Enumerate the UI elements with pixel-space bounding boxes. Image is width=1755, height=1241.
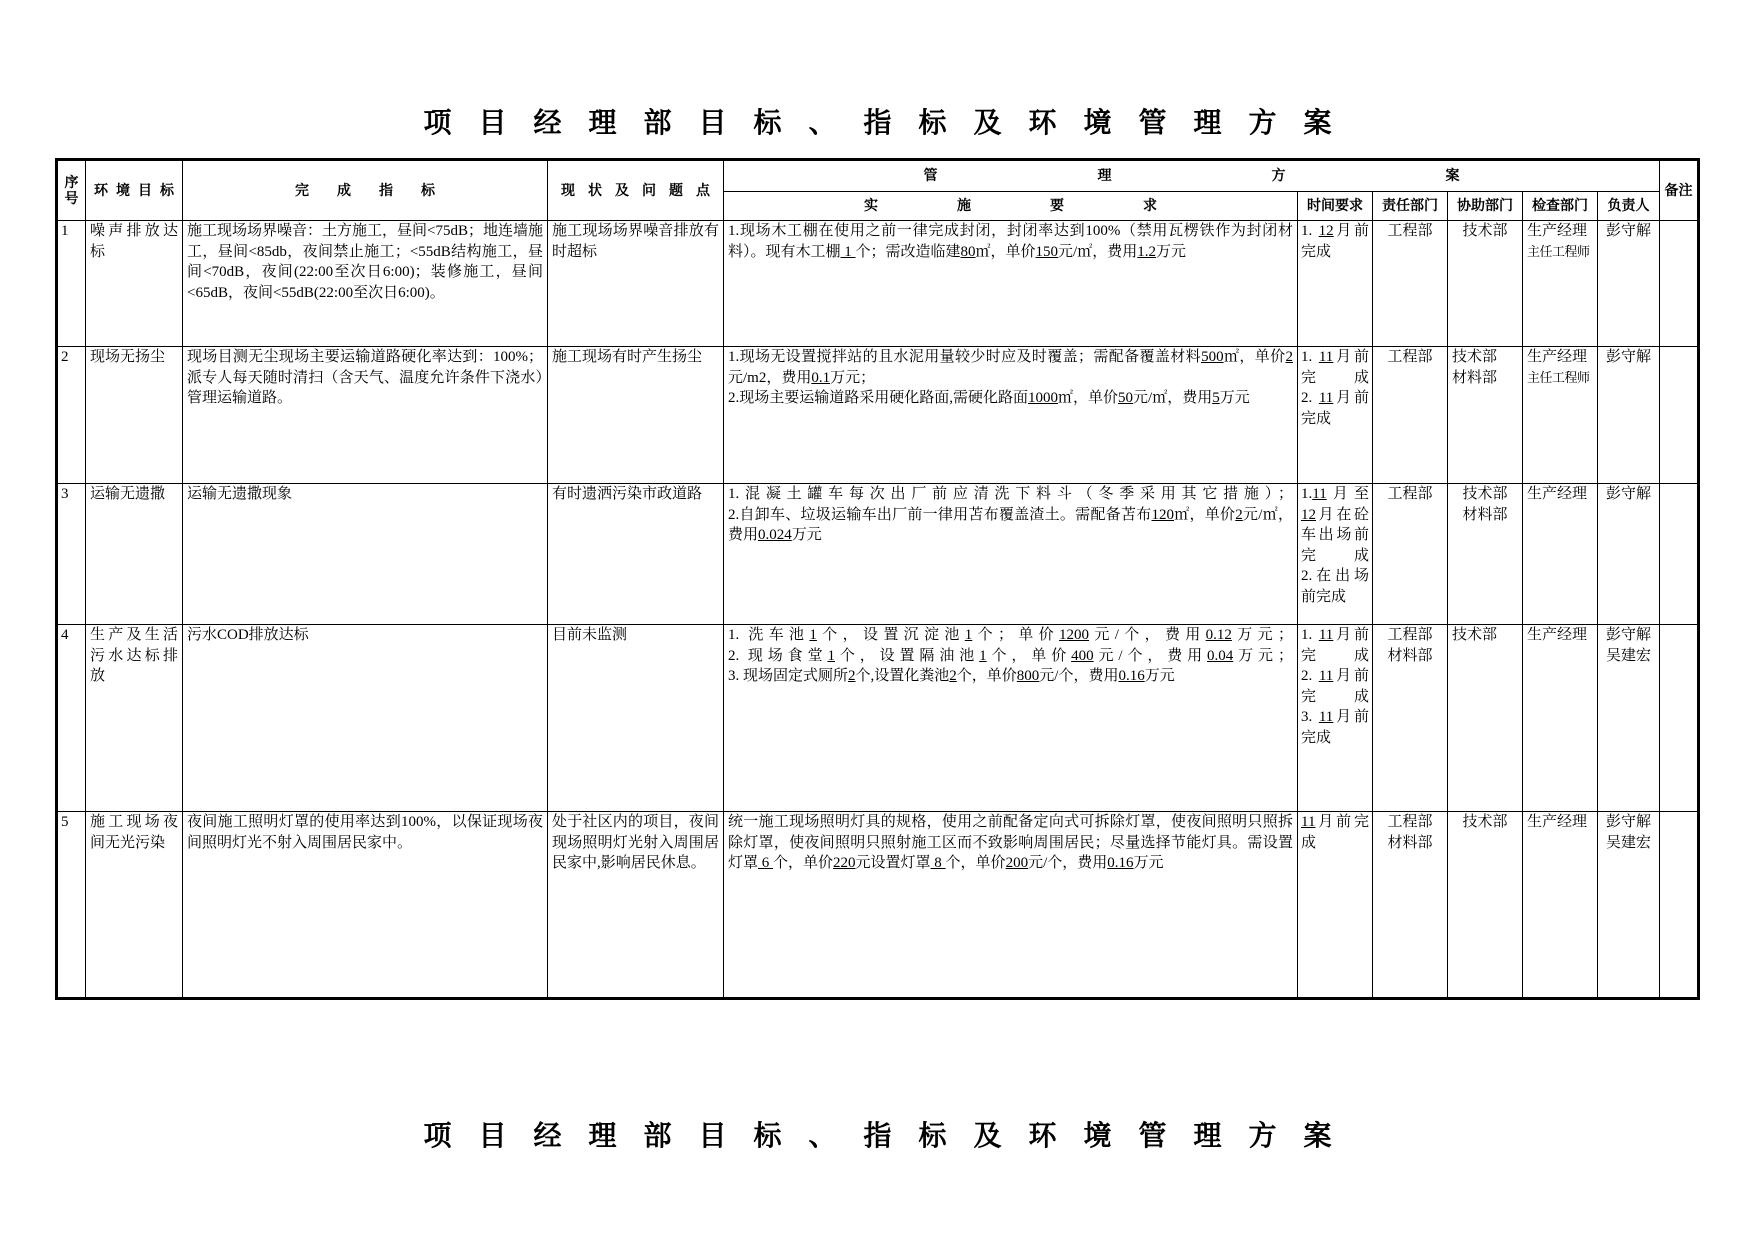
text-segment: 个，单价 bbox=[986, 647, 1072, 664]
underlined-value: 0.04 bbox=[1207, 647, 1234, 664]
text-segment: 个，设置隔油池 bbox=[834, 647, 980, 664]
check-dept-cell bbox=[1523, 221, 1598, 347]
time-item bbox=[1301, 484, 1369, 566]
dept-name: 技术部 bbox=[1462, 223, 1508, 239]
dept-name: 主任工程师 bbox=[1527, 369, 1590, 385]
text-segment: 元/㎡，费用 bbox=[1133, 390, 1213, 406]
text-segment: 1. bbox=[1301, 223, 1319, 239]
text-segment: 月至 bbox=[1326, 486, 1369, 502]
table-row bbox=[57, 221, 1699, 347]
text-segment: 万元； bbox=[1231, 627, 1293, 643]
goal-cell: 噪声排放达标 bbox=[86, 221, 183, 347]
header-label: 实施要求 bbox=[864, 198, 1236, 214]
text-segment: 统一施工现场照明灯具的规格，使用之前配备定向式可拆除灯罩，使夜间照明只照拆除灯罩，使夜间照明只照射施工区而不致影响周围居民；尽量选择节能灯具。需设置灯罩 bbox=[728, 814, 1293, 871]
page-title-text: 项目经理部目标、指标及环境管理方案 bbox=[423, 106, 1359, 139]
dept-name: 工程部 bbox=[1387, 814, 1433, 830]
text-segment: 元/m2，费用 bbox=[728, 369, 812, 386]
underlined-value: 11 bbox=[1318, 349, 1334, 365]
owner-name: 吴建宏 bbox=[1605, 647, 1651, 664]
assist-dept-cell bbox=[1448, 221, 1523, 347]
measures-cell bbox=[724, 625, 1298, 812]
header-row bbox=[57, 160, 1699, 192]
time-item bbox=[1301, 566, 1369, 607]
underlined-value: 11 bbox=[1301, 814, 1316, 830]
text-segment: 元/个，费用 bbox=[1039, 668, 1119, 684]
owner-name: 彭守解 bbox=[1605, 814, 1651, 830]
time-item bbox=[1301, 347, 1369, 388]
text-segment: 2. 现场食堂 bbox=[728, 647, 828, 664]
header-label: 负责人 bbox=[1607, 198, 1650, 214]
remark-cell bbox=[1660, 221, 1699, 347]
owner-cell bbox=[1598, 484, 1660, 625]
text-segment: 个，单价 bbox=[945, 855, 1006, 871]
text-segment: 月前完成 bbox=[1301, 390, 1369, 427]
time-cell bbox=[1298, 347, 1373, 484]
header-assist-dept bbox=[1448, 192, 1523, 221]
owner-cell bbox=[1598, 221, 1660, 347]
dept-name: 生产经理 bbox=[1527, 486, 1588, 502]
header-label: 检查部门 bbox=[1532, 198, 1588, 214]
check-dept-cell bbox=[1523, 625, 1598, 812]
responsible-dept-cell bbox=[1373, 221, 1448, 347]
seq-cell: 1 bbox=[57, 221, 86, 347]
underlined-value: 2 bbox=[949, 668, 957, 684]
time-cell bbox=[1298, 812, 1373, 999]
time-cell bbox=[1298, 221, 1373, 347]
text-segment: 元/个，费用 bbox=[1028, 855, 1108, 871]
table-row bbox=[57, 347, 1699, 484]
underlined-value: 800 bbox=[1016, 668, 1040, 684]
dept-name: 材料部 bbox=[1462, 506, 1508, 523]
underlined-value: 220 bbox=[833, 855, 856, 871]
underlined-value: 2 bbox=[1285, 349, 1293, 365]
dept-name: 技术部 bbox=[1462, 814, 1508, 830]
dept-name: 生产经理 bbox=[1527, 223, 1588, 239]
underlined-value: 80 bbox=[960, 243, 976, 260]
text-segment: 万元 bbox=[1155, 243, 1186, 260]
time-item bbox=[1301, 388, 1369, 429]
underlined-value: 11 bbox=[1318, 668, 1334, 684]
text-segment: 元设置灯罩 bbox=[855, 855, 931, 871]
underlined-value: 5 bbox=[1212, 390, 1220, 406]
text-segment: 个；需改造临建 bbox=[855, 243, 961, 260]
measure-item bbox=[728, 666, 1293, 687]
underlined-value: 1.2 bbox=[1137, 243, 1156, 260]
measure-item bbox=[728, 646, 1293, 667]
underlined-value: 12 bbox=[1301, 506, 1316, 523]
indicator-cell: 运输无遗撒现象 bbox=[183, 484, 548, 625]
measure-item bbox=[728, 812, 1293, 874]
underlined-value: 1000 bbox=[1028, 390, 1059, 406]
indicator-cell: 夜间施工照明灯罩的使用率达到100%，以保证现场夜间照明灯光不射入周围居民家中。 bbox=[183, 812, 548, 999]
goal-cell: 现场无扬尘 bbox=[86, 347, 183, 484]
underlined-value: 50 bbox=[1118, 390, 1134, 406]
underlined-value: 8 bbox=[930, 855, 946, 871]
underlined-value: 150 bbox=[1035, 243, 1059, 260]
measures-cell bbox=[724, 221, 1298, 347]
text-segment: 万元； bbox=[830, 369, 876, 386]
header-time bbox=[1298, 192, 1373, 221]
text-segment: 月前完成 bbox=[1301, 349, 1369, 386]
text-segment: 元/㎡，费用 bbox=[1058, 243, 1138, 260]
owner-cell bbox=[1598, 625, 1660, 812]
dept-name: 生产经理 bbox=[1527, 814, 1588, 830]
owner-name: 彭守解 bbox=[1605, 486, 1651, 502]
text-segment: 万元； bbox=[1233, 647, 1293, 664]
text-segment: 个，设置沉淀池 bbox=[816, 627, 965, 643]
text-segment: 万元 bbox=[1219, 390, 1250, 406]
underlined-value: 12 bbox=[1318, 223, 1334, 239]
header-resp-dept bbox=[1373, 192, 1448, 221]
text-segment: 1. bbox=[1301, 349, 1319, 365]
text-segment: 2.现场主要运输道路采用硬化路面,需硬化路面 bbox=[728, 390, 1029, 406]
goal-cell: 生产及生活污水达标排放 bbox=[86, 625, 183, 812]
responsible-dept-cell bbox=[1373, 484, 1448, 625]
underlined-value: 1 bbox=[964, 627, 973, 643]
underlined-value: 1 bbox=[809, 627, 817, 643]
underlined-value: 0.16 bbox=[1118, 668, 1145, 684]
header-label: 管理方案 bbox=[923, 168, 1620, 184]
check-dept-cell bbox=[1523, 812, 1598, 999]
owner-cell bbox=[1598, 347, 1660, 484]
measure-item bbox=[728, 484, 1293, 505]
time-cell bbox=[1298, 484, 1373, 625]
text-segment: 个，单价 bbox=[773, 855, 834, 871]
text-segment: 1. bbox=[1301, 627, 1319, 643]
time-item bbox=[1301, 812, 1369, 853]
owner-cell bbox=[1598, 812, 1660, 999]
header-seq bbox=[57, 160, 86, 221]
status-cell: 施工现场场界噪音排放有时超标 bbox=[548, 221, 724, 347]
measures-cell bbox=[724, 484, 1298, 625]
header-plan bbox=[724, 160, 1660, 192]
measures-cell bbox=[724, 347, 1298, 484]
owner-name: 彭守解 bbox=[1605, 349, 1651, 365]
time-item bbox=[1301, 625, 1369, 666]
remark-cell bbox=[1660, 625, 1699, 812]
text-segment: 月前完成 bbox=[1301, 627, 1369, 664]
header-measures bbox=[724, 192, 1298, 221]
time-item bbox=[1301, 666, 1369, 707]
text-segment: 2.在出场前完成 bbox=[1301, 568, 1369, 605]
dept-name: 生产经理 bbox=[1527, 349, 1588, 365]
measure-item bbox=[728, 625, 1293, 646]
table-row bbox=[57, 484, 1699, 625]
underlined-value: 1 bbox=[827, 647, 835, 664]
table-row bbox=[57, 812, 1699, 999]
text-segment: 1. bbox=[1301, 486, 1313, 502]
dept-name: 技术部 bbox=[1452, 627, 1498, 643]
text-segment: ㎡，单价 bbox=[975, 243, 1036, 260]
header-label: 序号 bbox=[64, 174, 79, 207]
status-cell: 目前未监测 bbox=[548, 625, 724, 812]
assist-dept-cell bbox=[1448, 625, 1523, 812]
assist-dept-cell bbox=[1448, 347, 1523, 484]
underlined-value: 1 bbox=[979, 647, 987, 664]
text-segment: 月前完成 bbox=[1301, 668, 1369, 705]
underlined-value: 1 bbox=[840, 243, 856, 260]
dept-name: 材料部 bbox=[1452, 369, 1498, 386]
text-segment: 3. 现场固定式厕所 bbox=[728, 668, 849, 684]
indicator-cell: 污水COD排放达标 bbox=[183, 625, 548, 812]
seq-cell: 5 bbox=[57, 812, 86, 999]
status-cell: 有时遗洒污染市政道路 bbox=[548, 484, 724, 625]
measures-cell bbox=[724, 812, 1298, 999]
status-cell: 施工现场有时产生扬尘 bbox=[548, 347, 724, 484]
seq-cell: 2 bbox=[57, 347, 86, 484]
text-segment: 个，单价 bbox=[956, 668, 1017, 684]
text-segment: ㎡，单价 bbox=[1173, 506, 1236, 523]
header-label: 完成指标 bbox=[295, 182, 463, 199]
header-status bbox=[548, 160, 724, 221]
indicator-cell: 现场目测无尘现场主要运输道路硬化率达到：100%；派专人每天随时清扫（含天气、温度允许条件下浇水）管理运输道路。 bbox=[183, 347, 548, 484]
text-segment: ㎡，单价 bbox=[1058, 390, 1119, 406]
text-segment: 月前完成 bbox=[1301, 709, 1369, 746]
text-segment: 万元 bbox=[1133, 855, 1164, 871]
header-remark bbox=[1660, 160, 1699, 221]
text-segment: 个,设置化粪池 bbox=[855, 668, 950, 684]
remark-cell bbox=[1660, 484, 1699, 625]
underlined-value: 0.12 bbox=[1205, 627, 1232, 643]
text-segment: 1.现场木工棚在使用之前一律完成封闭，封闭率达到100%（禁用瓦楞铁作为封闭材料）。现有木工棚 bbox=[728, 223, 1293, 260]
text-segment: 个；单价 bbox=[972, 627, 1060, 643]
dept-name: 工程部 bbox=[1387, 349, 1433, 365]
text-segment: 元/个，费用 bbox=[1093, 647, 1208, 664]
dept-name: 工程部 bbox=[1387, 627, 1433, 643]
header-check-dept bbox=[1523, 192, 1598, 221]
time-cell bbox=[1298, 625, 1373, 812]
goal-cell: 施工现场夜间无光污染 bbox=[86, 812, 183, 999]
text-segment: 月在砼车出场前完成 bbox=[1301, 506, 1369, 564]
text-segment: 万元 bbox=[791, 527, 822, 543]
text-segment: 月前完成 bbox=[1301, 223, 1369, 260]
text-segment: 2. bbox=[1301, 668, 1319, 684]
underlined-value: 2 bbox=[1235, 506, 1243, 523]
seq-cell: 4 bbox=[57, 625, 86, 812]
text-segment: 万元 bbox=[1144, 668, 1175, 684]
seq-cell: 3 bbox=[57, 484, 86, 625]
dept-name: 工程部 bbox=[1387, 486, 1433, 502]
next-page-title bbox=[0, 1118, 1755, 1154]
goal-cell: 运输无遗撒 bbox=[86, 484, 183, 625]
text-segment: 2.自卸车、垃圾运输车出厂前一律用苫布覆盖渣土。需配备苫布 bbox=[728, 506, 1152, 523]
underlined-value: 2 bbox=[848, 668, 856, 684]
dept-name: 材料部 bbox=[1387, 834, 1433, 851]
text-segment: ㎡，单价 bbox=[1223, 349, 1286, 365]
text-segment: 1.混凝土罐车每次出厂前应清洗下料斗（冬季采用其它措施）； bbox=[728, 486, 1293, 502]
assist-dept-cell bbox=[1448, 484, 1523, 625]
time-item bbox=[1301, 221, 1369, 262]
underlined-value: 11 bbox=[1318, 390, 1334, 406]
header-label: 备注 bbox=[1664, 182, 1693, 199]
header-label: 责任部门 bbox=[1382, 198, 1438, 214]
time-item bbox=[1301, 707, 1369, 748]
owner-name: 彭守解 bbox=[1605, 627, 1651, 643]
table-row bbox=[57, 625, 1699, 812]
underlined-value: 0.024 bbox=[758, 527, 792, 543]
page-title bbox=[0, 105, 1755, 141]
header-label: 协助部门 bbox=[1457, 198, 1513, 214]
text-segment: 元/㎡，费用 bbox=[728, 506, 1293, 543]
underlined-value: 1200 bbox=[1059, 627, 1090, 643]
underlined-value: 11 bbox=[1312, 486, 1327, 502]
underlined-value: 400 bbox=[1071, 647, 1094, 664]
owner-name: 吴建宏 bbox=[1605, 834, 1651, 851]
responsible-dept-cell bbox=[1373, 625, 1448, 812]
header-goal bbox=[86, 160, 183, 221]
header-label: 现状及问题点 bbox=[561, 182, 723, 199]
assist-dept-cell bbox=[1448, 812, 1523, 999]
underlined-value: 0.1 bbox=[811, 369, 831, 386]
dept-name: 主任工程师 bbox=[1527, 243, 1590, 259]
dept-name: 技术部 bbox=[1462, 486, 1508, 502]
header-label: 时间要求 bbox=[1307, 198, 1363, 214]
measure-item bbox=[728, 388, 1293, 409]
underlined-value: 11 bbox=[1318, 709, 1334, 725]
underlined-value: 500 bbox=[1201, 349, 1224, 365]
underlined-value: 6 bbox=[758, 855, 774, 871]
text-segment: 1.现场无设置搅拌站的且水泥用量较少时应及时覆盖；需配备覆盖材料 bbox=[728, 349, 1202, 365]
environment-management-plan-table bbox=[55, 158, 1700, 1000]
text-segment: 3. bbox=[1301, 709, 1319, 725]
underlined-value: 120 bbox=[1151, 506, 1174, 523]
header-indicator bbox=[183, 160, 548, 221]
dept-name: 技术部 bbox=[1452, 349, 1498, 365]
measure-item bbox=[728, 221, 1293, 262]
text-segment: 2. bbox=[1301, 390, 1319, 406]
remark-cell bbox=[1660, 347, 1699, 484]
responsible-dept-cell bbox=[1373, 812, 1448, 999]
text-segment: 月前完成 bbox=[1301, 814, 1369, 851]
indicator-cell: 施工现场场界噪音：土方施工，昼间<75dB；地连墙施工，昼间<85db，夜间禁止施工；<55dB结构施工，昼间<70dB，夜间(22:00至次日6:00)；装修施工，昼间<65dB，夜间<55dB(22:00至次日6:00)。 bbox=[183, 221, 548, 347]
measure-item bbox=[728, 347, 1293, 388]
owner-name: 彭守解 bbox=[1605, 223, 1651, 239]
header-label: 环境目标 bbox=[94, 182, 182, 199]
header-owner bbox=[1598, 192, 1660, 221]
check-dept-cell bbox=[1523, 484, 1598, 625]
text-segment: 1. 洗车池 bbox=[728, 627, 810, 643]
remark-cell bbox=[1660, 812, 1699, 999]
next-page-title-text: 项目经理部目标、指标及环境管理方案 bbox=[423, 1119, 1359, 1152]
status-cell: 处于社区内的项目，夜间现场照明灯光射入周围居民家中,影响居民休息。 bbox=[548, 812, 724, 999]
text-segment: 元/个，费用 bbox=[1089, 627, 1206, 643]
dept-name: 材料部 bbox=[1387, 647, 1433, 664]
dept-name: 工程部 bbox=[1387, 223, 1433, 239]
dept-name: 生产经理 bbox=[1527, 627, 1588, 643]
underlined-value: 11 bbox=[1318, 627, 1334, 643]
underlined-value: 0.16 bbox=[1107, 855, 1134, 871]
underlined-value: 200 bbox=[1005, 855, 1029, 871]
responsible-dept-cell bbox=[1373, 347, 1448, 484]
measure-item bbox=[728, 505, 1293, 546]
check-dept-cell bbox=[1523, 347, 1598, 484]
